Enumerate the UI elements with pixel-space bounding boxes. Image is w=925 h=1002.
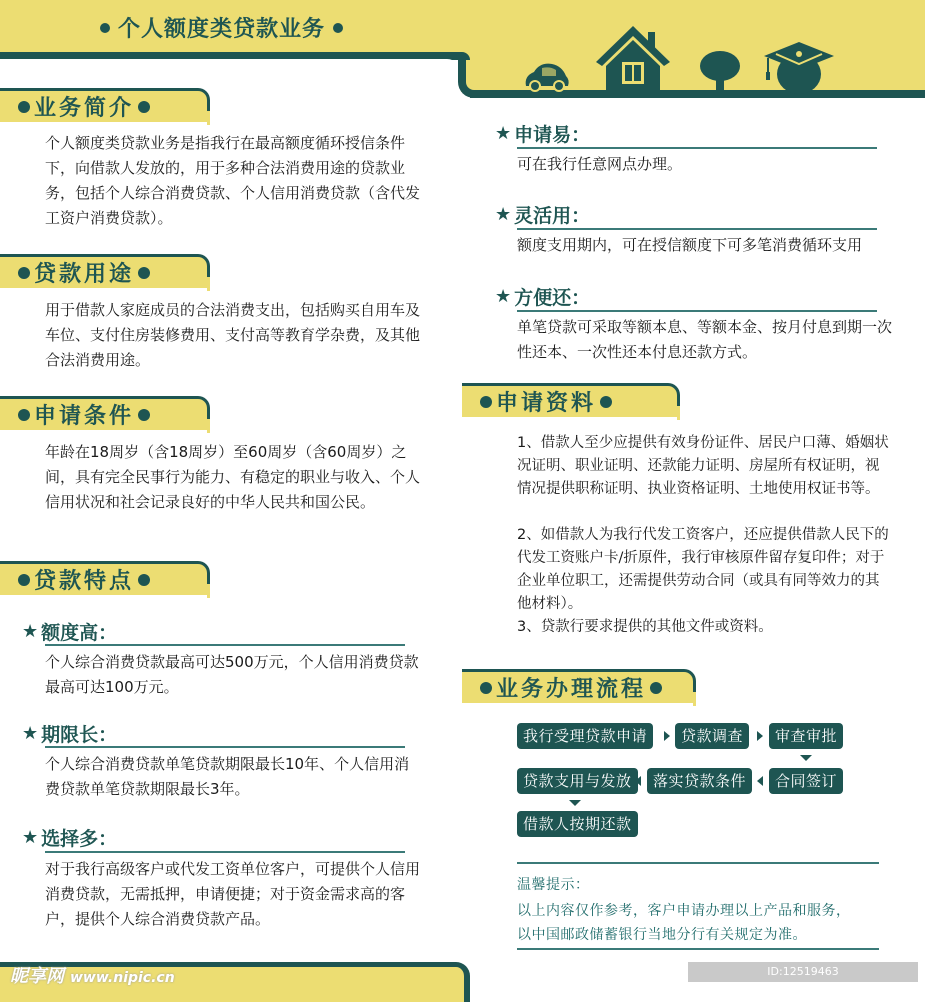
feature-title bbox=[495, 120, 590, 147]
tip-label: 温馨提示： bbox=[517, 877, 590, 893]
process-step-repayment: 借款人按期还款 bbox=[517, 811, 638, 837]
bullet-dot-icon bbox=[18, 574, 30, 586]
arrow-down-icon bbox=[569, 800, 581, 806]
process-step-investigation: 贷款调查 bbox=[675, 723, 749, 749]
feature-text: 对于我行高级客户或代发工资单位客户，可提供个人信用消费贷款，无需抵押，申请便捷；对于资金需求高的客户，提供个人综合消费贷款产品。 bbox=[45, 860, 421, 928]
feature-divider bbox=[45, 644, 405, 646]
usage-text: 用于借款人家庭成员的合法消费支出，包括购买自用车及车位、支付住房装修费用、支付高等教育学杂费，及其他合法消费用途。 bbox=[45, 301, 421, 369]
section-heading-intro bbox=[0, 88, 210, 122]
watermark-site-text: www.nipic.cn bbox=[70, 970, 175, 986]
conditions-text: 年龄在18周岁（含18周岁）至60周岁（含60周岁）之间，具有完全民事行为能力、有稳定的职业与收入、个人信用状况和社会记录良好的中华人民共和国公民。 bbox=[45, 443, 421, 511]
bullet-dot-icon bbox=[18, 267, 30, 279]
feature-text: 可在我行任意网点办理。 bbox=[517, 155, 683, 173]
feature-title bbox=[495, 201, 590, 228]
star-icon: ★ bbox=[495, 204, 512, 225]
bullet-dot-icon bbox=[650, 682, 662, 694]
section-heading-usage bbox=[0, 254, 210, 288]
tip-line-2: 以中国邮政储蓄银行当地分行有关规定为准。 bbox=[517, 927, 807, 943]
graduation-cap-icon bbox=[762, 40, 836, 94]
feature-divider bbox=[45, 851, 405, 853]
tip-divider-top bbox=[517, 862, 879, 864]
section-heading-text: 申请条件 bbox=[34, 404, 135, 429]
bullet-dot-icon bbox=[138, 267, 150, 279]
feature-title bbox=[22, 618, 117, 645]
bullet-dot-icon bbox=[138, 574, 150, 586]
process-step-contract: 合同签订 bbox=[769, 768, 843, 794]
page-title bbox=[100, 12, 343, 43]
feature-text: 个人综合消费贷款单笔贷款期限最长10年、个人信用消费贷款单笔贷款期限最长3年。 bbox=[45, 755, 410, 798]
feature-text: 个人综合消费贷款最高可达500万元，个人信用消费贷款最高可达100万元。 bbox=[45, 653, 419, 696]
bullet-dot-icon bbox=[100, 23, 110, 33]
bullet-dot-icon bbox=[18, 409, 30, 421]
feature-divider bbox=[517, 228, 877, 230]
image-id-label: ID:12519463 NO:20180414174318749000 bbox=[688, 962, 918, 982]
arrow-right-icon bbox=[664, 731, 670, 741]
feature-title-text: 申请易： bbox=[514, 124, 591, 146]
feature-title bbox=[22, 824, 117, 851]
arrow-left-icon bbox=[757, 776, 763, 786]
feature-title bbox=[495, 283, 590, 310]
star-icon: ★ bbox=[495, 123, 512, 144]
feature-title bbox=[22, 720, 117, 747]
arrow-down-icon bbox=[800, 755, 812, 761]
feature-text: 额度支用期内，可在授信额度下可多笔消费循环支用 bbox=[517, 236, 863, 254]
feature-title-text: 期限长： bbox=[41, 724, 118, 746]
bullet-dot-icon bbox=[138, 101, 150, 113]
arrow-right-icon bbox=[757, 731, 763, 741]
feature-divider bbox=[517, 147, 877, 149]
feature-title-text: 灵活用： bbox=[514, 205, 591, 227]
watermark-logo-text: 昵享网 bbox=[10, 966, 64, 987]
materials-item: 2、如借款人为我行代发工资客户，还应提供借款人民下的代发工资账户卡/折原件，我行审核原件留存复印件；对于企业单位职工，还需提供劳动合同（或具有同等效力的其他材料）。 bbox=[517, 527, 889, 612]
page-title-text: 个人额度类贷款业务 bbox=[118, 17, 326, 42]
house-icon bbox=[594, 24, 672, 92]
process-step-conditions: 落实贷款条件 bbox=[647, 768, 752, 794]
feature-title-text: 选择多： bbox=[41, 828, 118, 850]
section-heading-text: 贷款特点 bbox=[34, 569, 135, 594]
materials-item: 3、贷款行要求提供的其他文件或资料。 bbox=[517, 619, 773, 635]
materials-item: 1、借款人至少应提供有效身份证件、居民户口薄、婚姻状况证明、职业证明、还款能力证明、房屋所有权证明，视情况提供职称证明、执业资格证明、土地使用权证书等。 bbox=[517, 435, 889, 497]
section-heading-text: 业务办理流程 bbox=[496, 677, 647, 702]
feature-title-text: 方便还： bbox=[514, 287, 591, 309]
process-step-disbursement: 贷款支用与发放 bbox=[517, 768, 638, 794]
bullet-dot-icon bbox=[138, 409, 150, 421]
star-icon: ★ bbox=[22, 621, 39, 642]
feature-title-text: 额度高： bbox=[41, 622, 118, 644]
tip-line-1: 以上内容仅作参考，客户申请办理以上产品和服务， bbox=[517, 903, 851, 919]
car-icon bbox=[522, 60, 572, 92]
process-step-apply: 我行受理贷款申请 bbox=[517, 723, 653, 749]
tree-icon bbox=[698, 50, 742, 94]
section-heading-features bbox=[0, 561, 210, 595]
section-heading-process bbox=[462, 669, 696, 703]
feature-divider bbox=[517, 310, 877, 312]
star-icon: ★ bbox=[22, 723, 39, 744]
section-heading-materials bbox=[462, 383, 680, 417]
process-step-review: 审查审批 bbox=[769, 723, 843, 749]
tip-divider-bottom bbox=[517, 948, 879, 950]
section-heading-conditions bbox=[0, 396, 210, 430]
feature-divider bbox=[45, 746, 405, 748]
bullet-dot-icon bbox=[480, 396, 492, 408]
bullet-dot-icon bbox=[600, 396, 612, 408]
section-heading-text: 贷款用途 bbox=[34, 262, 135, 287]
feature-text: 单笔贷款可采取等额本息、等额本金、按月付息到期一次性还本、一次性还本付息还款方式。 bbox=[517, 318, 893, 361]
bullet-dot-icon bbox=[333, 23, 343, 33]
bullet-dot-icon bbox=[18, 101, 30, 113]
section-heading-text: 业务简介 bbox=[34, 96, 135, 121]
bullet-dot-icon bbox=[480, 682, 492, 694]
section-heading-text: 申请资料 bbox=[496, 391, 597, 416]
star-icon: ★ bbox=[22, 827, 39, 848]
intro-text: 个人额度类贷款业务是指我行在最高额度循环授信条件下，向借款人发放的，用于多种合法消费用途的贷款业务，包括个人综合消费贷款、个人信用消费贷款（含代发工资户消费贷款）。 bbox=[45, 134, 421, 227]
watermark-logo bbox=[10, 962, 175, 988]
star-icon: ★ bbox=[495, 286, 512, 307]
